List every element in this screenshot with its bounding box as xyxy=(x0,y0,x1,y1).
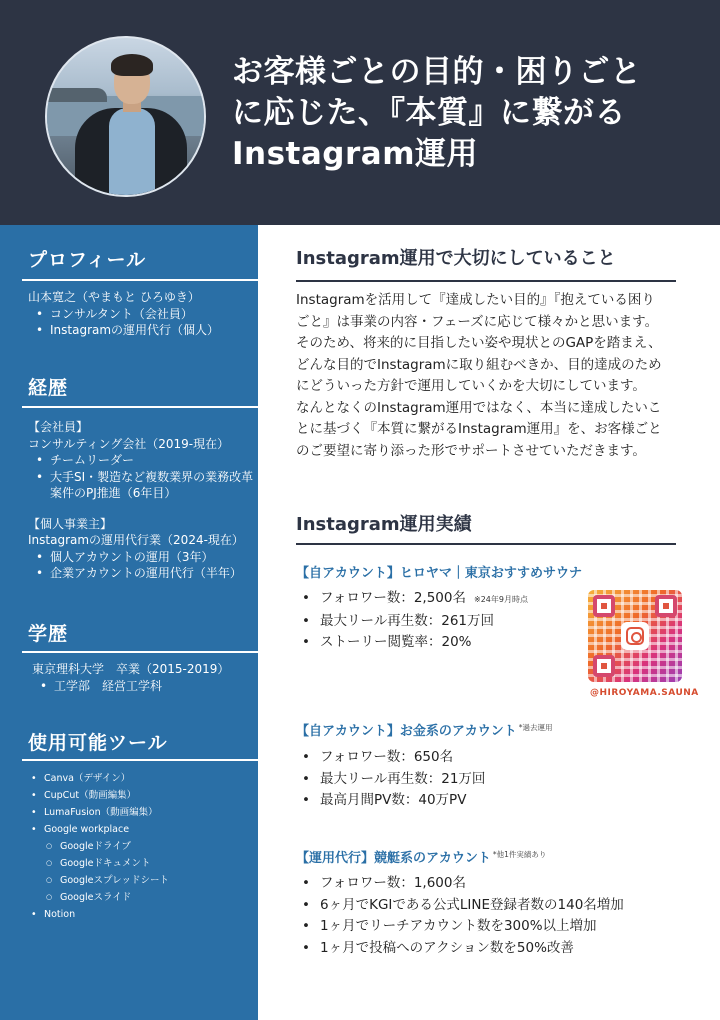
tool-item: • Canva（デザイン） xyxy=(28,770,169,787)
career-spacer xyxy=(28,502,253,516)
philosophy-line: にどういった方針で運用していくかを大切にしています。 xyxy=(296,378,646,394)
results-divider xyxy=(296,543,676,545)
tool-subitem: ○ Googleスプレッドシート xyxy=(28,872,169,889)
sidebar xyxy=(0,225,258,1020)
page-headline xyxy=(232,52,702,175)
account-note: *他1件実績あり xyxy=(492,849,547,859)
career-title: 経歴 xyxy=(28,377,69,399)
philosophy-title: Instagram運用で大切にしていること xyxy=(296,248,616,269)
account-stat: • 1ヶ月でリーチアカウント数を300%以上増加 xyxy=(302,916,624,938)
instagram-qr-code[interactable] xyxy=(588,590,682,682)
philosophy-line: のご要望に寄り添った形でサポートさせていただきます。 xyxy=(296,442,646,459)
philosophy-line: そのため、将来的に目指したい姿や現状とのGAPを踏まえ、 xyxy=(296,335,662,351)
tool-subitem: ○ Googleドライブ xyxy=(28,838,169,855)
account-heading-text: 【運用代行】競艇系のアカウント xyxy=(296,851,491,866)
account-stat: • フォロワー数：650名 xyxy=(302,747,485,769)
photo-shirt xyxy=(109,108,155,197)
account-stats xyxy=(302,873,624,959)
headline-line: に応じた、『本質』に繋がる xyxy=(232,95,626,131)
account-stat: • ストーリー閲覧率：20% xyxy=(302,632,528,654)
education-title: 学歴 xyxy=(28,623,69,645)
education-divider xyxy=(22,651,258,653)
philosophy-line: なんとなくのInstagram運用ではなく、本当に達成したいこ xyxy=(296,399,662,416)
account-stat xyxy=(302,588,528,611)
account-heading xyxy=(296,847,546,866)
account-stat: • 6ヶ月でKGIである公式LINE登録者数の140名増加 xyxy=(302,895,624,917)
profile-item: • コンサルタント（会社員） xyxy=(28,306,219,323)
account-note: *過去運用 xyxy=(518,722,553,732)
header-banner xyxy=(0,0,720,225)
career-divider xyxy=(22,406,258,408)
profile-item: • Instagramの運用代行（個人） xyxy=(28,322,219,339)
career-item: • 企業アカウントの運用代行（半年） xyxy=(28,565,253,582)
career-item: • 大手SI・製造など複数業界の業務改革 xyxy=(28,469,253,486)
photo-shore xyxy=(47,88,107,102)
photo-hair xyxy=(111,54,153,76)
account-stat: • 最高月間PV数：40万PV xyxy=(302,790,485,812)
career-item: • 個人アカウントの運用（3年） xyxy=(28,549,253,566)
account-heading-text: 【自アカウント】ヒロヤマ｜東京おすすめサウナ xyxy=(296,566,583,581)
career-section xyxy=(28,419,253,582)
tool-subitem: ○ Googleスライド xyxy=(28,889,169,906)
career-line: コンサルティング会社（2019-現在） xyxy=(28,436,230,451)
profile-section xyxy=(28,289,219,339)
qr-finder-icon xyxy=(593,595,615,617)
instagram-logo-icon xyxy=(621,622,649,650)
career-item: • チームリーダー xyxy=(28,452,253,469)
tools-divider xyxy=(22,759,258,761)
career-line: Instagramの運用代行業（2024-現在） xyxy=(28,533,244,547)
account-stats xyxy=(302,747,485,812)
career-line: 【会社員】 xyxy=(28,420,89,434)
tool-item: • CupCut（動画編集） xyxy=(28,787,169,804)
profile-divider xyxy=(22,279,258,281)
account-stat-text: フォロワー数：2,500名 xyxy=(320,590,466,606)
philosophy-divider xyxy=(296,280,676,282)
education-line: 東京理科大学 卒業（2015-2019） xyxy=(32,662,230,676)
profile-title: プロフィール xyxy=(28,249,147,271)
philosophy-line: とに基づく『本質に繋がるInstagram運用』を、お客様ごと xyxy=(296,421,662,437)
qr-finder-icon xyxy=(593,655,615,677)
tool-item: • Notion xyxy=(28,906,169,923)
account-stat: • フォロワー数：1,600名 xyxy=(302,873,624,895)
education-item: • 工学部 経営工学科 xyxy=(32,678,229,695)
account-stat: • 最大リール再生数：21万回 xyxy=(302,769,485,791)
tool-subitem: ○ Googleドキュメント xyxy=(28,855,169,872)
qr-finder-icon xyxy=(655,595,677,617)
account-heading xyxy=(296,562,582,581)
profile-name: 山本寛之（やまもと ひろゆき） xyxy=(28,290,200,304)
results-title: Instagram運用実績 xyxy=(296,514,472,535)
account-stat: • 1ヶ月で投稿へのアクション数を50%改善 xyxy=(302,938,624,960)
career-line: 【個人事業主】 xyxy=(28,516,113,531)
philosophy-line: ごと』は事業の内容・フェーズに応じて様々かと思います。 xyxy=(296,313,659,330)
tool-item: • LumaFusion（動画編集） xyxy=(28,804,169,821)
stat-note: ※24年9月時点 xyxy=(473,595,528,604)
account-stat: • 最大リール再生数：261万回 xyxy=(302,611,528,633)
account-heading xyxy=(296,720,553,739)
philosophy-text xyxy=(296,290,704,462)
education-section xyxy=(32,661,229,694)
headline-line: Instagram運用 xyxy=(232,136,478,172)
tools-title: 使用可能ツール xyxy=(28,732,168,754)
tool-item: • Google workplace xyxy=(28,821,169,838)
career-item-cont: 案件のPJ推進（6年目） xyxy=(50,486,177,500)
philosophy-line: どんな目的でInstagramに取り組むべきか、目的達成のため xyxy=(296,356,662,373)
profile-photo xyxy=(45,36,206,197)
headline-line: お客様ごとの目的・困りごと xyxy=(232,54,642,90)
account-stats xyxy=(302,588,528,654)
tools-list xyxy=(28,770,169,923)
account-heading-text: 【自アカウント】お金系のアカウント xyxy=(296,724,517,739)
instagram-handle[interactable]: @HIROYAMA.SAUNA xyxy=(590,688,699,698)
philosophy-line: Instagramを活用して『達成したい目的』『抱えている困り xyxy=(296,292,655,308)
